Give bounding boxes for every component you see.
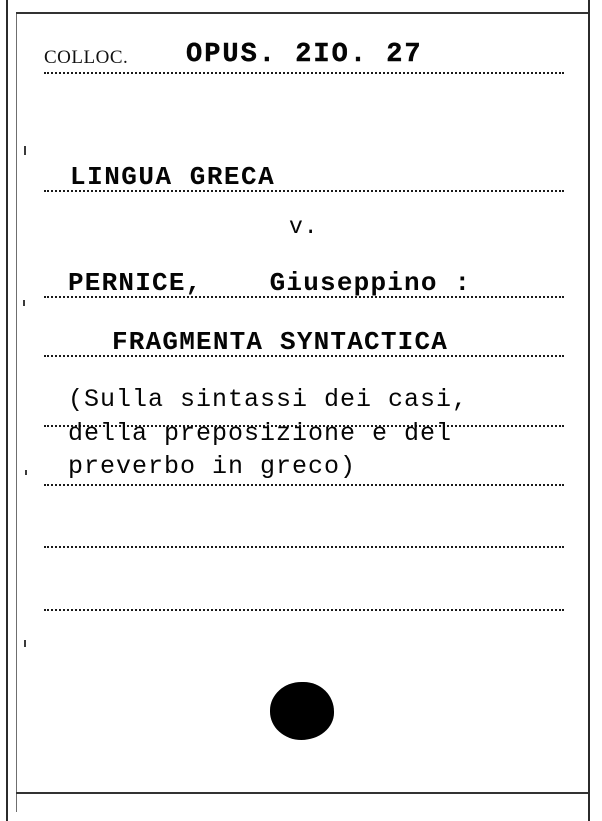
rule-subtitle-2 [44, 484, 564, 486]
rule-blank-1 [44, 546, 564, 548]
subtitle-line-3: preverbo in greco) [68, 452, 357, 481]
scan-speckle [25, 470, 27, 475]
see-reference: v. [289, 214, 319, 240]
subject-heading: LINGUA GRECA [70, 162, 276, 192]
scan-speckle [24, 146, 26, 155]
title-statement: FRAGMENTA SYNTACTICA [112, 327, 449, 357]
colloc-label: COLLOC. [44, 47, 129, 68]
subtitle-line-1: (Sulla sintassi dei casi, [68, 385, 469, 414]
scan-speckle [24, 640, 26, 647]
rule-blank-2 [44, 609, 564, 611]
author-statement: PERNICE, Giuseppino : [68, 268, 472, 298]
call-number: OPUS. 2IO. 27 [186, 40, 423, 70]
ink-blot-icon [270, 682, 334, 740]
rule-colloc [44, 72, 564, 74]
subtitle-line-2: della preposizione e del [68, 419, 453, 448]
scan-speckle [23, 300, 25, 306]
